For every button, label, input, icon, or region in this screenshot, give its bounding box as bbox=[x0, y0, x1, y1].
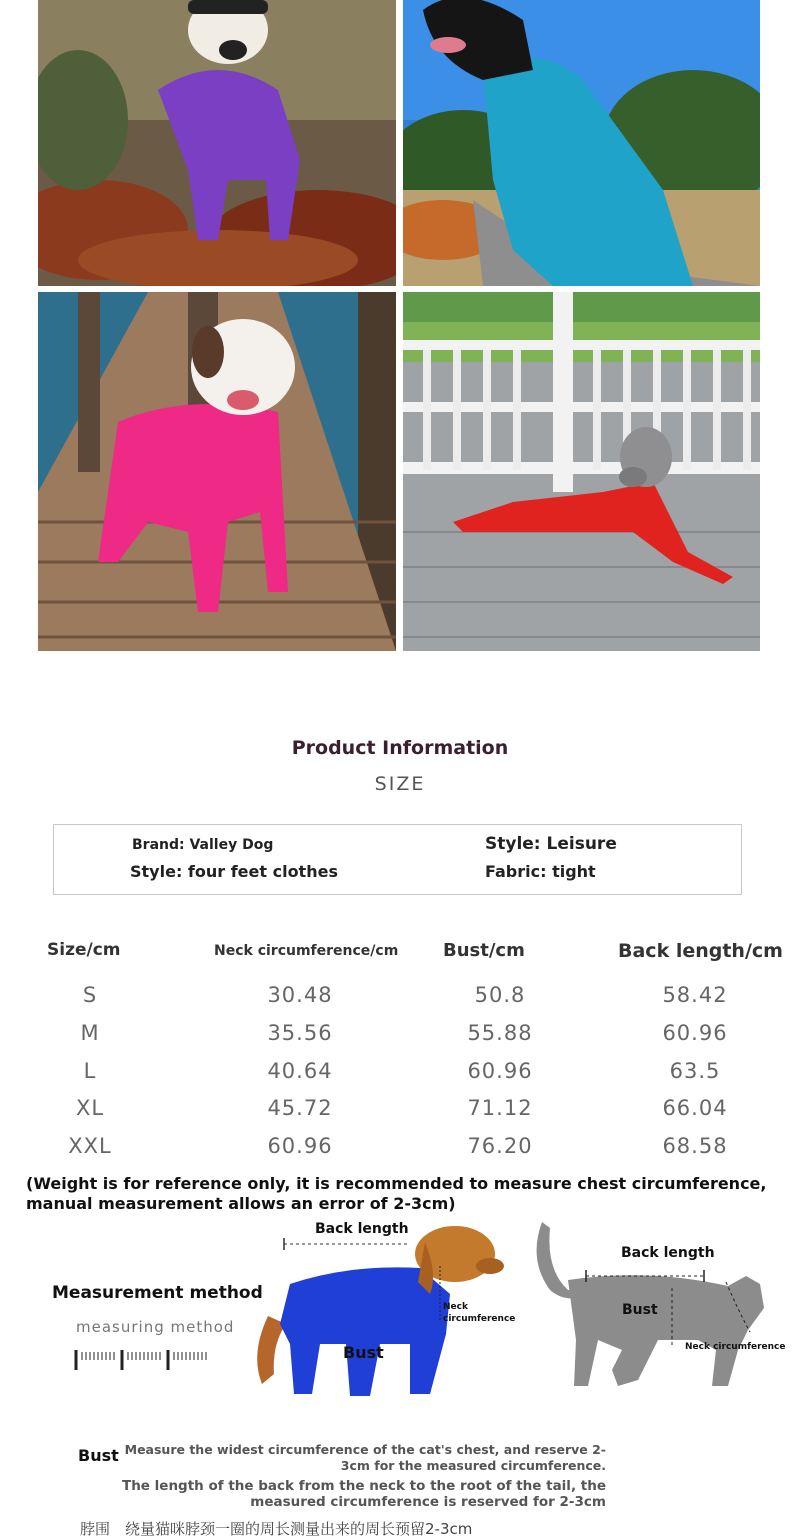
header-size: Size/cm bbox=[47, 940, 121, 960]
table-cell: S bbox=[82, 983, 98, 1007]
table-cell: 50.8 bbox=[474, 983, 526, 1007]
measurement-note: (Weight is for reference only, it is recommended to measure chest circumference, manual measurement allows an error of 2-3cm) bbox=[26, 1174, 767, 1213]
cat-bust-label: Bust bbox=[622, 1302, 658, 1318]
style-four-feet-text: Style: four feet clothes bbox=[130, 862, 338, 881]
style-leisure-text: Style: Leisure bbox=[485, 834, 617, 854]
header-bust: Bust/cm bbox=[443, 940, 525, 961]
table-cell: 63.5 bbox=[669, 1059, 721, 1083]
table-cell: 40.64 bbox=[267, 1059, 333, 1083]
table-cell: 60.96 bbox=[467, 1059, 533, 1083]
measurement-title: Measurement method bbox=[52, 1283, 263, 1303]
cat-back-length-label: Back length bbox=[621, 1245, 715, 1261]
table-cell: XXL bbox=[68, 1134, 112, 1158]
size-subtitle: SIZE bbox=[374, 773, 426, 795]
table-cell: 58.42 bbox=[662, 983, 728, 1007]
table-cell: 76.20 bbox=[467, 1134, 533, 1158]
table-cell: M bbox=[80, 1021, 100, 1045]
table-cell: 71.12 bbox=[467, 1096, 533, 1120]
photo-red-dog bbox=[403, 292, 760, 651]
fabric-text: Fabric: tight bbox=[485, 862, 596, 881]
dog-bust-label: Bust bbox=[343, 1343, 384, 1362]
table-cell: 60.96 bbox=[662, 1021, 728, 1045]
table-cell: L bbox=[83, 1059, 97, 1083]
header-back-length: Back length/cm bbox=[618, 940, 783, 962]
photo-purple-dog bbox=[38, 0, 396, 286]
cat-neck-label: Neck circumference bbox=[685, 1342, 786, 1352]
table-cell: XL bbox=[75, 1096, 105, 1120]
bust-description: Measure the widest circumference of the cat's chest, and reserve 2-3cm for the measured circumference. bbox=[124, 1442, 606, 1473]
product-info-box bbox=[53, 824, 742, 895]
dog-neck-label: Neck circumference bbox=[443, 1302, 516, 1324]
back-length-description: The length of the back from the neck to the root of the tail, the measured circumference is reserved for 2-3cm bbox=[121, 1478, 606, 1510]
product-info-title: Product Information bbox=[291, 737, 509, 759]
table-cell: 55.88 bbox=[467, 1021, 533, 1045]
table-cell: 66.04 bbox=[662, 1096, 728, 1120]
table-cell: 30.48 bbox=[267, 983, 333, 1007]
bust-desc-label: Bust bbox=[78, 1446, 119, 1465]
photo-teal-dog bbox=[403, 0, 760, 286]
table-cell: 60.96 bbox=[267, 1134, 333, 1158]
dog-back-length-label: Back length bbox=[315, 1221, 409, 1237]
table-cell: 35.56 bbox=[267, 1021, 333, 1045]
table-cell: 45.72 bbox=[267, 1096, 333, 1120]
header-neck: Neck circumference/cm bbox=[214, 943, 399, 959]
measurement-subtitle: measuring method bbox=[76, 1318, 235, 1336]
ruler-icon bbox=[74, 1346, 214, 1376]
photo-pink-dog bbox=[38, 292, 396, 651]
neck-description: 脖围 绕量猫咪脖颈一圈的周长测量出来的周长预留2-3cm bbox=[80, 1520, 473, 1538]
brand-text: Brand: Valley Dog bbox=[132, 837, 274, 853]
table-cell: 68.58 bbox=[662, 1134, 728, 1158]
